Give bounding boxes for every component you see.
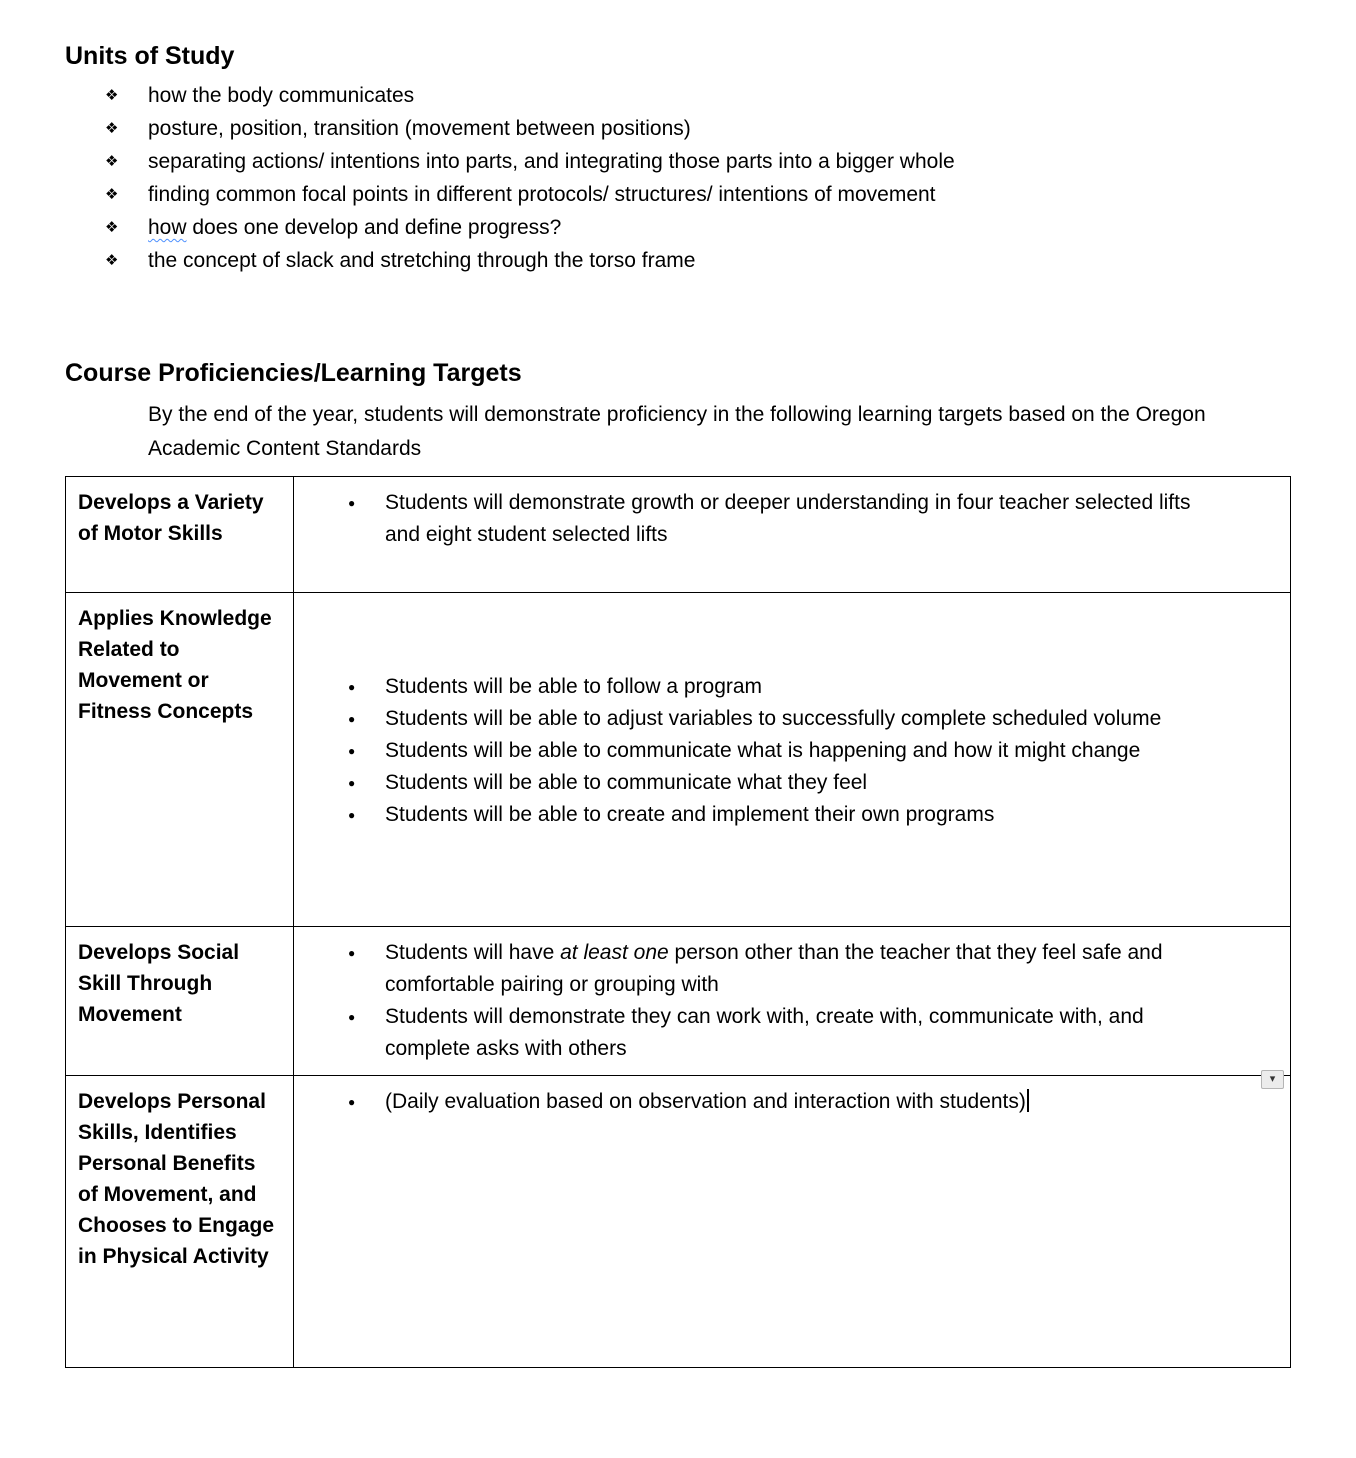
bullet-text: Students will demonstrate growth or deeper understanding in four teacher selected lifts and eight student selected lifts (385, 491, 1191, 546)
text-cursor (1027, 1089, 1029, 1112)
diamond-bullet-icon: ❖ (105, 153, 119, 170)
list-item (65, 211, 1291, 244)
bullets-cell (294, 927, 1291, 1076)
diamond-bullet-icon: ❖ (105, 252, 119, 269)
list-item-text-rest: does one develop and define progress? (186, 216, 562, 239)
bullet-text: Students will be able to communicate what is happening and how it might change (385, 739, 1141, 762)
list-item-text: posture, position, transition (movement between positions) (148, 117, 691, 140)
diamond-bullet-icon: ❖ (105, 87, 119, 104)
list-item (65, 79, 1291, 112)
bullet-text (385, 937, 1220, 1001)
bullet-text: Students will be able to create and implement their own programs (385, 803, 995, 826)
diamond-bullet-icon: ❖ (105, 219, 119, 236)
bullet-text: Students will be able to communicate what they feel (385, 771, 868, 794)
diamond-bullet-icon: ❖ (105, 120, 119, 137)
table-row (66, 477, 1291, 593)
units-of-study-list (65, 79, 1291, 277)
table-row (66, 1076, 1291, 1368)
bullet-dot-icon: ● (348, 946, 356, 960)
bullet-text: Students will be able to adjust variables to successfully complete scheduled volume (385, 707, 1162, 730)
proficiencies-heading: Course Proficiencies/Learning Targets (65, 359, 522, 387)
list-item (65, 112, 1291, 145)
bullet-dot-icon: ● (348, 808, 356, 822)
bullet-text-part: (Daily evaluation based on observation and interaction with students) (385, 1090, 1026, 1113)
bullet-text-italic-part: at least one (560, 941, 669, 964)
bullet-dot-icon: ● (348, 712, 356, 726)
bullet-text-part: person other than the teacher that they feel safe and comfortable pairing or grouping with (385, 941, 1163, 996)
list-item (306, 937, 1278, 1001)
bullet-list (306, 937, 1278, 1065)
bullet-dot-icon: ● (348, 680, 356, 694)
table-row (66, 927, 1291, 1076)
target-cell: Develops Social Skill Through Movement (66, 927, 294, 1076)
list-item (306, 735, 1278, 767)
bullet-dot-icon: ● (348, 776, 356, 790)
bullet-dot-icon: ● (348, 1095, 356, 1109)
proficiencies-intro: By the end of the year, students will demonstrate proficiency in the following learning targets based on the Oregon Academic Content Standards (148, 403, 1206, 460)
list-item-text: how the body communicates (148, 84, 415, 107)
bullets-cell (294, 1073, 1291, 1368)
list-item-text (148, 211, 561, 244)
misspelled-word: how (148, 216, 187, 239)
list-item-text: the concept of slack and stretching through the torso frame (148, 249, 696, 272)
bullets-cell (294, 477, 1291, 593)
bullet-text: Students will demonstrate they can work with, create with, communicate with, and complete asks with others (385, 1005, 1144, 1060)
bullet-list (306, 1086, 1278, 1118)
learning-targets-table (65, 476, 1291, 1368)
list-item (306, 1086, 1278, 1118)
dropdown-button[interactable] (1261, 1070, 1284, 1089)
list-item (65, 145, 1291, 178)
target-cell: Develops Personal Skills, Identifies Personal Benefits of Movement, and Chooses to Engage in Physical Activity (66, 1076, 294, 1368)
chevron-down-icon: ▾ (1269, 1073, 1276, 1085)
bullet-text-part: Students will have (385, 941, 561, 964)
target-cell: Applies Knowledge Related to Movement or Fitness Concepts (66, 593, 294, 927)
target-cell: Develops a Variety of Motor Skills (66, 477, 294, 593)
proficiencies-section (65, 357, 1291, 1368)
bullet-dot-icon: ● (348, 1010, 356, 1024)
bullets-cell (294, 593, 1291, 927)
list-item (306, 671, 1278, 703)
list-item (306, 487, 1278, 551)
bullet-text (385, 1086, 1220, 1118)
list-item (65, 244, 1291, 277)
diamond-bullet-icon: ❖ (105, 186, 119, 203)
list-item (306, 703, 1278, 735)
units-of-study-heading: Units of Study (65, 42, 235, 70)
bullet-dot-icon: ● (348, 744, 356, 758)
bullet-list (306, 671, 1278, 831)
list-item-text: finding common focal points in different protocols/ structures/ intentions of movement (148, 183, 936, 206)
list-item (306, 767, 1278, 799)
list-item (65, 178, 1291, 211)
bullet-text: Students will be able to follow a program (385, 675, 763, 698)
list-item-text: separating actions/ intentions into parts, and integrating those parts into a bigger whole (148, 150, 955, 173)
bullet-list (306, 487, 1278, 551)
list-item (306, 1001, 1278, 1065)
bullet-dot-icon: ● (348, 496, 356, 510)
table-row (66, 593, 1291, 927)
list-item (306, 799, 1278, 831)
